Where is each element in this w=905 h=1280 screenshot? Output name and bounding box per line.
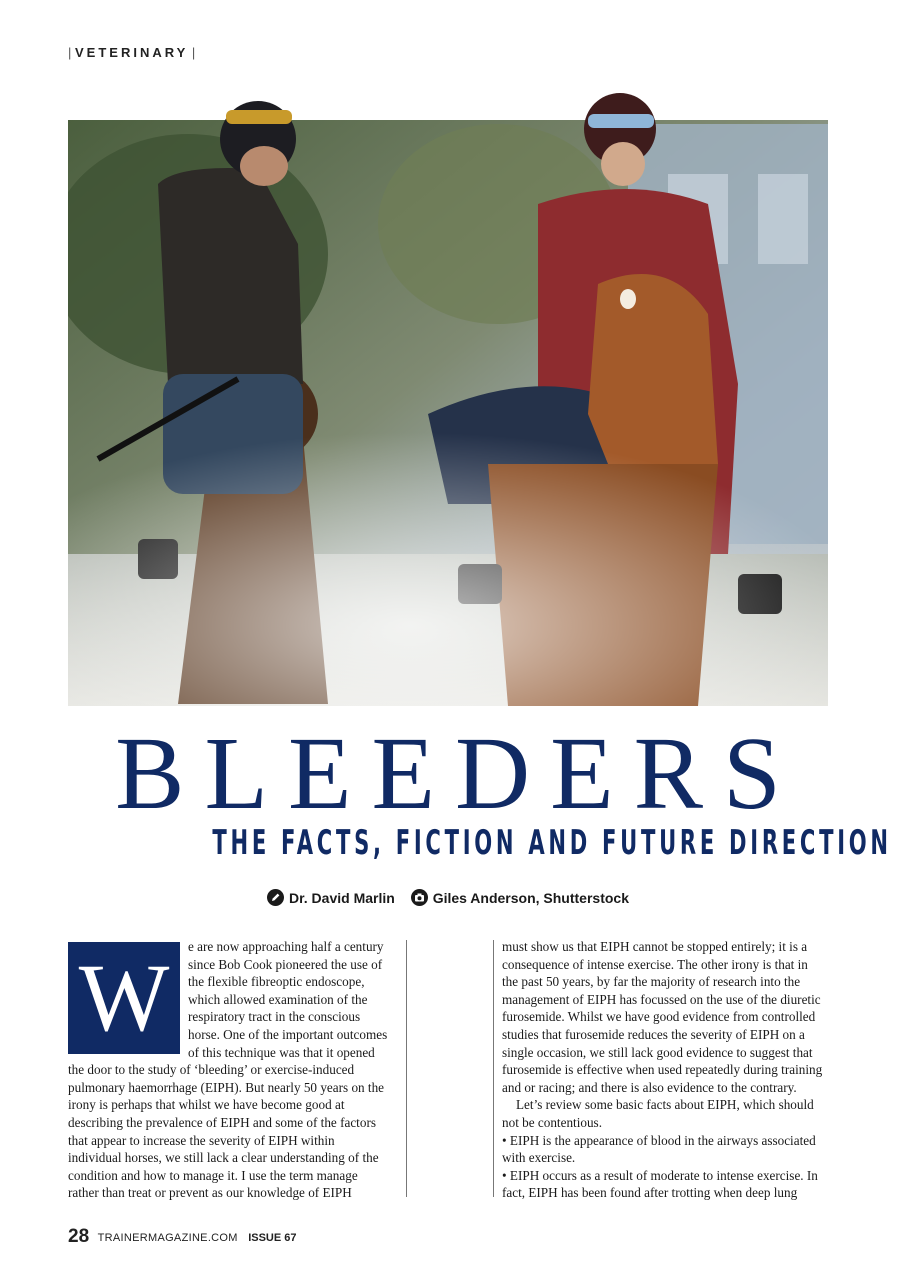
bullet-item: • EIPH is the appearance of blood in the airways associated with exercise. <box>502 1132 816 1166</box>
camera-icon <box>411 889 428 906</box>
paragraph: Let’s review some basic facts about EIPH, which should not be contentious. <box>502 1097 814 1130</box>
hero-illustration <box>68 84 828 706</box>
paragraph: e are now approaching half a century since Bob Cook pioneered the use of the flexible fibreoptic endoscope, which allowed examination of the respiratory tract in the conscious horse. One of the important outcomes of this technique was that it opened the door to the study of ‘bleeding’ or exercise-induced pulmonary haemorrhage (EIPH). But nearly 50 years on the irony is perhaps that whilst we have become good at describing the prevalence of EIPH and some of the factors that appear to increase the severity of EIPH within individual horses, we still lack a clear understanding of the condition and how to manage it. I use the term manage rather than treat or prevent as our knowledge of EIPH <box>68 939 388 1201</box>
photo-credit <box>411 889 629 906</box>
headline: BLEEDERS <box>115 716 801 831</box>
page-number: 28 <box>68 1226 90 1247</box>
article-column-left <box>68 938 390 1202</box>
bullet-item: • EIPH occurs as a result of moderate to intense exercise. In fact, EIPH has been found after trotting when deep lung <box>502 1167 818 1201</box>
author-name: Dr. David Marlin <box>288 889 395 906</box>
subheadline: THE FACTS, FICTION AND FUTURE DIRECTION <box>212 823 892 863</box>
section-tag: | VETERINARY | <box>68 45 196 60</box>
hero-photo <box>68 84 828 706</box>
author-credit <box>267 889 395 906</box>
column-rule <box>493 940 494 1197</box>
photographer-name: Giles Anderson, Shutterstock <box>432 889 629 906</box>
issue-number: ISSUE 67 <box>248 1232 297 1244</box>
section-label: VETERINARY <box>75 45 189 60</box>
footer <box>68 1226 297 1248</box>
site-url: TRAINERMAGAZINE.COM <box>97 1232 238 1244</box>
drop-cap: W <box>68 942 180 1054</box>
column-rule <box>406 940 407 1197</box>
article-column-right <box>502 938 824 1202</box>
pencil-icon <box>267 889 284 906</box>
credits <box>68 889 828 909</box>
paragraph: must show us that EIPH cannot be stopped entirely; it is a consequence of intense exercise. The other irony is that in the past 50 years, by far the majority of research into the management of EIPH has focussed on the use of the diuretic furosemide. Whilst we have good evidence from controlled studies that furosemide reduces the severity of EIPH on a single occasion, we still lack good evidence to suggest that furosemide is effective when used repeatedly during training and or racing; and there is also evidence to the contrary. <box>502 939 823 1095</box>
